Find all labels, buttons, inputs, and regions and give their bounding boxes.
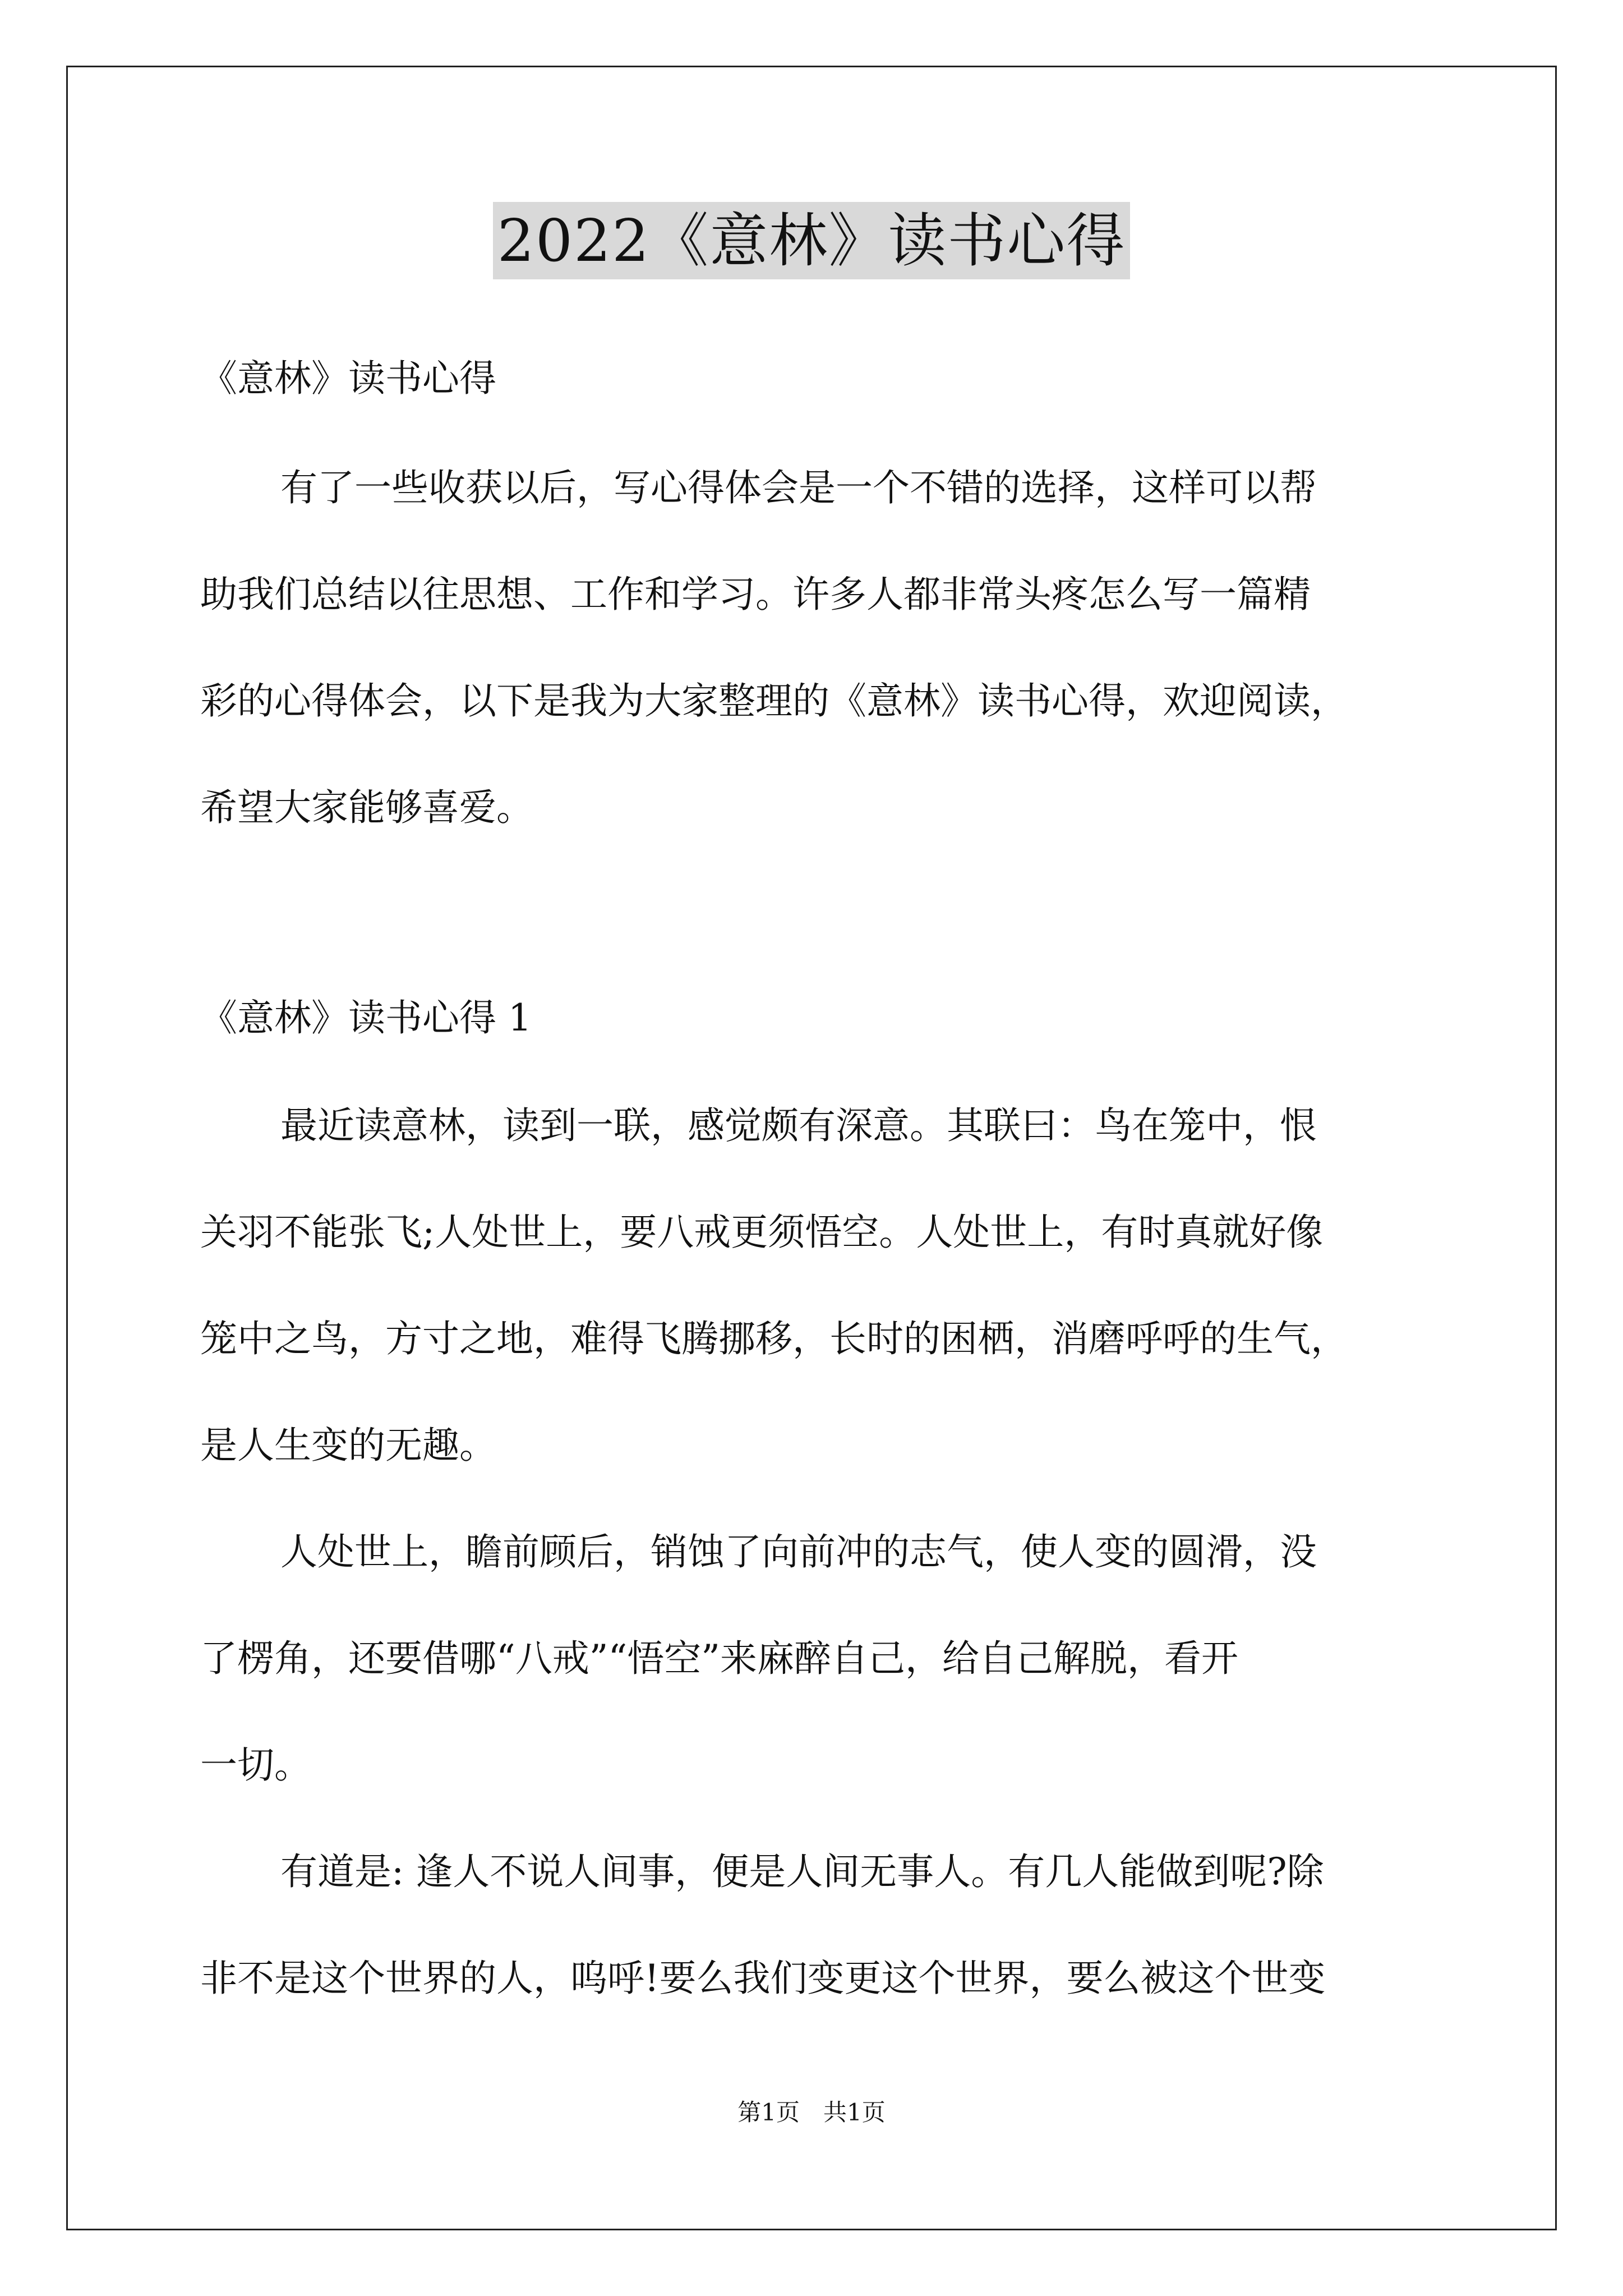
paragraph-line: 彩的心得体会，以下是我为大家整理的《意林》读书心得，欢迎阅读， (200, 679, 1348, 723)
paragraph-line: 一切。 (200, 1743, 311, 1787)
paragraph-line: 了楞角，还要借哪“八戒”“悟空”来麻醉自己，给自己解脱，看开 (200, 1637, 1238, 1680)
paragraph-line: 笼中之鸟，方寸之地，难得飞腾挪移，长时的困栖，消磨呼呼的生气， (200, 1317, 1348, 1360)
page-footer: 第1页 共1页 (737, 2099, 886, 2126)
section-heading: 《意林》读书心得 1 (200, 996, 532, 1039)
section-heading: 《意林》读书心得 (200, 357, 496, 400)
paragraph-line: 关羽不能张飞;人处世上，要八戒更须悟空。人处世上，有时真就好像 (200, 1211, 1324, 1254)
paragraph-line: 助我们总结以往思想、工作和学习。许多人都非常头疼怎么写一篇精 (200, 573, 1311, 616)
paragraph-line: 希望大家能够喜爱。 (200, 786, 533, 829)
paragraph-line: 有了一些收获以后，写心得体会是一个不错的选择，这样可以帮 (280, 466, 1317, 509)
paragraph-line: 非不是这个世界的人，呜呼!要么我们变更这个世界，要么被这个世变 (200, 1957, 1326, 2000)
paragraph-line: 是人生变的无趣。 (200, 1424, 496, 1467)
title-container (0, 202, 1623, 279)
paragraph-line: 有道是: 逢人不说人间事，便是人间无事人。有几人能做到呢?除 (280, 1850, 1324, 1893)
paragraph-line: 人处世上，瞻前顾后，销蚀了向前冲的志气，使人变的圆滑，没 (280, 1530, 1317, 1573)
document-title: 2022《意林》读书心得 (493, 202, 1131, 279)
paragraph-line: 最近读意林，读到一联，感觉颇有深意。其联曰：鸟在笼中，恨 (280, 1104, 1317, 1147)
